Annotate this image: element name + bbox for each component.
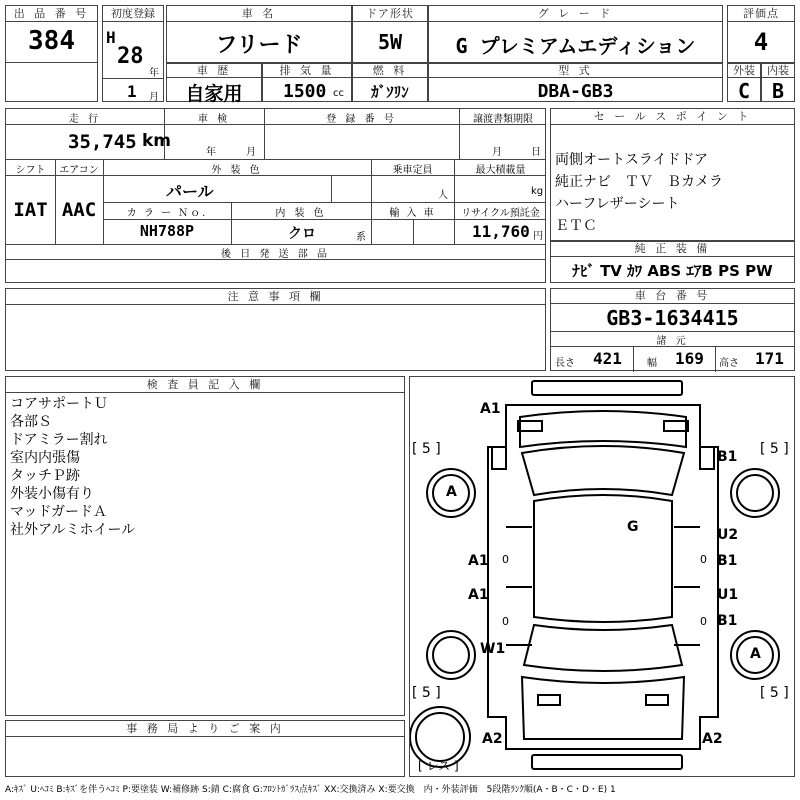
transfer-month: 月	[492, 147, 502, 158]
damage-mark-b1-right: B1	[717, 449, 738, 465]
interior-box	[761, 63, 795, 102]
dims-label: 諸 元	[656, 336, 689, 347]
car-name-value: フリード	[215, 33, 303, 58]
score-label: 評価点	[728, 6, 794, 22]
exterior-value: C	[737, 79, 751, 103]
equipment-value: ﾅﾋﾞ TV ｶﾜ ABS ｴｱB PS PW	[572, 262, 773, 280]
spare-tire-label: [ レス ]	[418, 759, 459, 773]
later-parts-label: 後 日 発 送 部 品	[221, 249, 330, 260]
int-color-value: クロ	[288, 226, 316, 242]
damage-mark-u2-right: U2	[717, 527, 739, 543]
recycle-label: リサイクル預託金	[461, 208, 540, 219]
interior-value: B	[771, 79, 785, 103]
zero-mark: 0	[700, 615, 707, 628]
equipment-label: 純 正 装 備	[551, 242, 794, 257]
recycle-value: 11,760	[472, 222, 530, 241]
inspector-note: ドアミラー割れ	[10, 432, 108, 448]
tire-tread-rear-right: [ 5 ]	[760, 685, 789, 701]
era-value: H	[106, 28, 116, 47]
inspector-box	[5, 376, 405, 716]
inspector-note: コアサポートＵ	[10, 396, 108, 412]
damage-mark-u1-right: U1	[717, 587, 739, 603]
inspector-note: タッチＰ跡	[10, 468, 80, 484]
color-no-label: カ ラ ー Ｎｏ.	[126, 208, 208, 219]
interior-label: 内装	[762, 64, 794, 78]
legend-text: A:ｷｽﾞ U:ﾍｺﾐ B:ｷｽﾞを伴うﾍｺﾐ P:要塗装 W:補修跡 S:錆 C:腐食 G:ﾌﾛﾝﾄｶﾞﾗｽ点ｷｽﾞ XX:交換済み X:要交換 内・外装評価 5段階ﾗﾝｸ順(A・B・C・D・E) 1	[5, 785, 616, 795]
color-value: パール	[166, 182, 214, 201]
inspector-notes-list	[6, 395, 404, 539]
car-diagram	[409, 376, 795, 777]
damage-mark-b1-right-2: B1	[717, 553, 738, 569]
displacement-unit: cc	[333, 88, 344, 99]
inspector-note: マッドガードＡ	[10, 504, 108, 520]
inspection-label: 車 検	[197, 114, 231, 125]
model-code-label: 型 式	[429, 64, 722, 78]
inspection-year-unit: 年	[206, 147, 216, 158]
score-box	[727, 5, 795, 63]
grade-box	[428, 5, 723, 63]
length-label: 長さ	[555, 358, 575, 369]
office-box	[5, 720, 405, 777]
color-label: 外 装 色	[211, 165, 263, 176]
ac-label: エアコン	[59, 165, 99, 176]
shift-value: IAT	[13, 199, 48, 221]
inspector-note: 室内内張傷	[10, 450, 80, 466]
lot-number-box	[5, 5, 98, 102]
exterior-label: 外装	[728, 64, 760, 78]
first-registration-box	[102, 5, 164, 102]
int-color-unit: 系	[356, 232, 366, 243]
details-grid	[5, 108, 546, 283]
damage-mark-a2-left: A2	[482, 731, 503, 747]
fuel-value: ｶﾞｿﾘﾝ	[371, 83, 409, 101]
sales-points-label: セ ー ル ス ポ イ ン ト	[551, 109, 794, 125]
damage-mark-a2-right: A2	[702, 731, 723, 747]
inspector-note: 社外アルミホイール	[10, 522, 136, 538]
history-box	[166, 63, 262, 105]
reg-no-label: 登 録 番 号	[326, 114, 397, 125]
chassis-label: 車 台 番 号	[551, 289, 794, 304]
displacement-box	[262, 63, 352, 102]
damage-mark-w1-left: W1	[480, 641, 506, 657]
mileage-unit: km	[142, 131, 172, 151]
lot-number-value: 384	[28, 26, 75, 56]
width-value: 169	[675, 349, 704, 368]
damage-mark-b1-right-3: B1	[717, 613, 738, 629]
chassis-number: GB3-1634415	[606, 306, 739, 330]
model-code-value: DBA-GB3	[537, 81, 614, 102]
capacity-label: 乗車定員	[392, 165, 433, 176]
car-outline-diagram	[410, 377, 796, 778]
zero-mark: 0	[502, 615, 509, 628]
damage-mark-a1-left-1: A1	[468, 553, 489, 569]
exterior-box	[727, 63, 761, 102]
door-box	[352, 5, 428, 63]
inspector-label: 検 査 員 記 入 欄	[6, 377, 404, 393]
load-label: 最大積載量	[475, 165, 526, 176]
zero-mark: 0	[502, 553, 509, 566]
int-color-label: 内 装 色	[275, 208, 327, 219]
damage-mark-g: G	[627, 519, 639, 535]
inspector-note: 各部Ｓ	[10, 414, 52, 430]
inspection-month-unit: 月	[246, 147, 256, 158]
year-unit: 年	[149, 68, 159, 79]
load-unit: kg	[531, 186, 544, 197]
model-code-box	[428, 63, 723, 102]
shift-label: シフト	[15, 165, 46, 176]
car-name-label: 車 名	[167, 6, 351, 22]
height-label: 高さ	[719, 358, 739, 369]
grade-label: グ レ ー ド	[429, 6, 722, 22]
damage-mark-a1-top: A1	[480, 401, 501, 417]
score-value: 4	[753, 28, 769, 56]
grade-value: G プレミアムエディション	[455, 34, 696, 58]
month-unit: 月	[149, 92, 159, 103]
capacity-unit: 人	[438, 190, 448, 201]
tire-tread-front-right: [ 5 ]	[760, 441, 789, 457]
chassis-box	[550, 288, 795, 371]
lot-number-label: 出 品 番 号	[6, 6, 97, 22]
mileage-value: 35,745	[68, 131, 137, 153]
month-value: 1	[127, 82, 137, 101]
first-registration-label: 初度登録	[103, 6, 163, 22]
recycle-unit: 円	[533, 231, 543, 242]
mileage-label: 走 行	[68, 114, 102, 125]
displacement-value: 1500	[283, 81, 327, 102]
sales-points-box	[550, 108, 795, 241]
ac-value: AAC	[61, 199, 97, 221]
car-name-box	[166, 5, 352, 63]
door-label: ドア形状	[353, 6, 427, 22]
equipment-box	[550, 241, 795, 283]
length-value: 421	[593, 349, 622, 368]
color-no-value: NH788P	[139, 222, 195, 240]
width-label: 幅	[647, 358, 657, 369]
sales-points-list	[551, 149, 794, 237]
sales-point: 両側オートスライドドア	[555, 152, 709, 168]
inspector-note: 外装小傷有り	[10, 486, 94, 502]
zero-mark: 0	[700, 553, 707, 566]
import-label: 輸 入 車	[389, 208, 436, 219]
height-value: 171	[755, 349, 784, 368]
year-value: 28	[117, 44, 144, 69]
transfer-label: 譲渡書類期限	[473, 114, 533, 125]
sales-point: ＥＴＣ	[555, 218, 597, 234]
damage-mark-a1-left-2: A1	[468, 587, 489, 603]
history-value: 自家用	[185, 83, 243, 105]
office-label: 事 務 局 よ り ご 案 内	[6, 721, 404, 737]
fuel-box	[352, 63, 428, 102]
sales-point: 純正ナビ ＴＶ Ｂカメラ	[555, 174, 723, 190]
caution-box	[5, 288, 546, 371]
tire-tread-rear-left: [ 5 ]	[412, 685, 441, 701]
displacement-label: 排 気 量	[263, 64, 351, 78]
door-value: 5W	[377, 30, 403, 54]
tire-tread-front-left: [ 5 ]	[412, 441, 441, 457]
transfer-day: 日	[531, 147, 541, 158]
history-label: 車 歴	[167, 64, 261, 78]
sales-point: ハーフレザーシート	[555, 196, 680, 212]
damage-mark-a-front-left: A	[446, 484, 457, 500]
fuel-label: 燃 料	[353, 64, 427, 78]
caution-label: 注 意 事 項 欄	[6, 289, 545, 305]
damage-mark-a-rear-right: A	[750, 646, 761, 662]
